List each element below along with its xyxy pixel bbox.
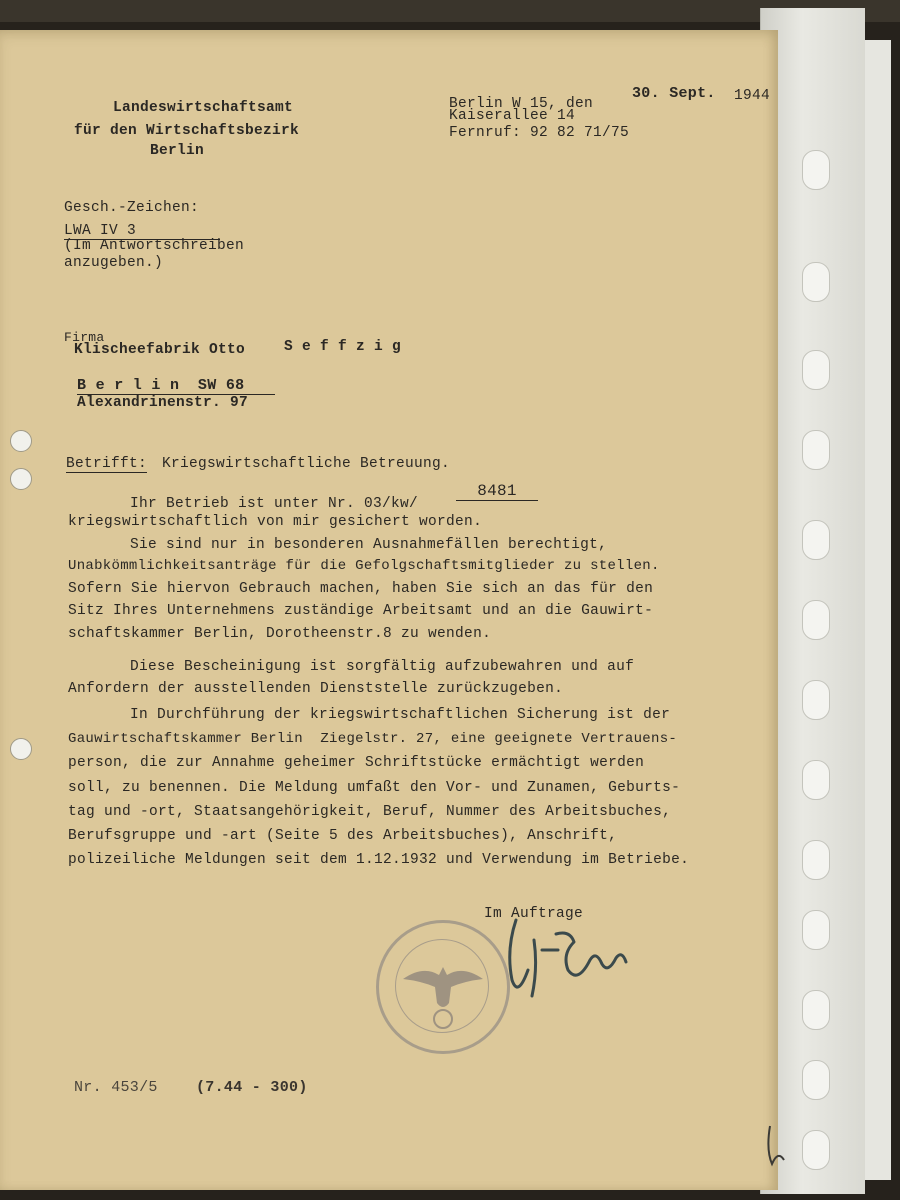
sleeve-hole: [802, 430, 830, 470]
sleeve-hole: [802, 990, 830, 1030]
punch-hole: [10, 738, 32, 760]
reference-note-2: anzugeben.): [64, 255, 164, 271]
recipient-city: B e r l i n SW 68: [77, 377, 275, 395]
body-p4-line-4: soll, zu benennen. Die Meldung umfaßt den Vor- und Zunamen, Geburts-: [68, 780, 681, 796]
phone-line: Fernruf: 92 82 71/75: [449, 125, 630, 141]
closing-im-auftrage: Im Auftrage: [484, 906, 584, 922]
reference-note-1: (Im Antwortschreiben: [64, 238, 245, 254]
pencil-mark: [762, 1120, 792, 1170]
form-edition-mark: (7.44 - 300): [196, 1079, 308, 1096]
eagle-emblem-icon: [379, 923, 507, 1051]
official-stamp: [376, 920, 510, 1054]
sleeve-hole: [802, 1060, 830, 1100]
subject-label: Betrifft:: [66, 456, 148, 472]
sleeve-hole: [802, 910, 830, 950]
sender-line-3: Berlin: [150, 143, 205, 159]
body-p4-line-6: Berufsgruppe und -art (Seite 5 des Arbeitsbuches), Anschrift,: [68, 828, 618, 844]
sleeve-hole: [802, 520, 830, 560]
date-year: 1944: [734, 88, 771, 104]
sender-line-1: Landeswirtschaftsamt: [113, 100, 294, 116]
body-p4-line-7: polizeiliche Meldungen seit dem 1.12.1932 und Verwendung im Betriebe.: [68, 852, 690, 868]
body-p2-line-2: Unabkömmlichkeitsanträge für die Gefolgschaftsmitglieder zu stellen.: [68, 558, 660, 574]
sleeve-hole: [802, 680, 830, 720]
body-p4-line-1: In Durchführung der kriegswirtschaftlichen Sicherung ist der: [130, 707, 671, 723]
sender-line-2: für den Wirtschaftsbezirk: [74, 123, 300, 139]
body-p2-line-1: Sie sind nur in besonderen Ausnahmefällen berechtigt,: [130, 537, 608, 553]
sleeve-hole: [802, 262, 830, 302]
recipient-street: Alexandrinenstr. 97: [77, 395, 249, 411]
body-p2-line-4: Sitz Ihres Unternehmens zuständige Arbeitsamt und an die Gauwirt-: [68, 603, 654, 619]
registration-number: 8481: [456, 482, 538, 501]
date-entry: 30. Sept.: [632, 85, 716, 102]
address-line: Kaiserallee 14: [449, 108, 576, 124]
body-p2-line-5: schaftskammer Berlin, Dorotheenstr.8 zu wenden.: [68, 626, 492, 642]
recipient-name: Klischeefabrik Otto: [74, 342, 246, 358]
sleeve-hole: [802, 760, 830, 800]
punch-hole: [10, 468, 32, 490]
body-p4-line-3: person, die zur Annahme geheimer Schriftstücke ermächtigt werden: [68, 755, 645, 771]
recipient-firma-label: Firma: [64, 330, 105, 345]
body-p3-line-1: Diese Bescheinigung ist sorgfältig aufzubewahren und auf: [130, 659, 635, 675]
signature: [498, 910, 638, 1006]
recipient-name-spaced: S e f f z i g: [284, 339, 402, 355]
place-line: Berlin W 15, den: [449, 96, 594, 112]
subject-text: Kriegswirtschaftliche Betreuung.: [162, 456, 451, 472]
form-code: Nr. 453/5: [74, 1079, 158, 1096]
sleeve-hole: [802, 350, 830, 390]
body-p2-line-3: Sofern Sie hiervon Gebrauch machen, haben Sie sich an das für den: [68, 581, 654, 597]
sleeve-hole: [802, 150, 830, 190]
sleeve-hole: [802, 1130, 830, 1170]
body-p3-line-2: Anfordern der ausstellenden Dienststelle zurückzugeben.: [68, 681, 564, 697]
body-p1-line-2: kriegswirtschaftlich von mir gesichert worden.: [68, 514, 483, 530]
reference-value: LWA IV 3: [64, 223, 220, 240]
body-p1-line-1: Ihr Betrieb ist unter Nr. 03/kw/: [130, 496, 419, 512]
body-p4-line-5: tag und -ort, Staatsangehörigkeit, Beruf, Nummer des Arbeitsbuches,: [68, 804, 672, 820]
reference-label: Gesch.-Zeichen:: [64, 200, 200, 216]
sleeve-hole: [802, 600, 830, 640]
punch-hole: [10, 430, 32, 452]
sleeve-hole: [802, 840, 830, 880]
body-p4-line-2: Gauwirtschaftskammer Berlin Ziegelstr. 27, eine geeignete Vertrauens-: [68, 731, 678, 747]
